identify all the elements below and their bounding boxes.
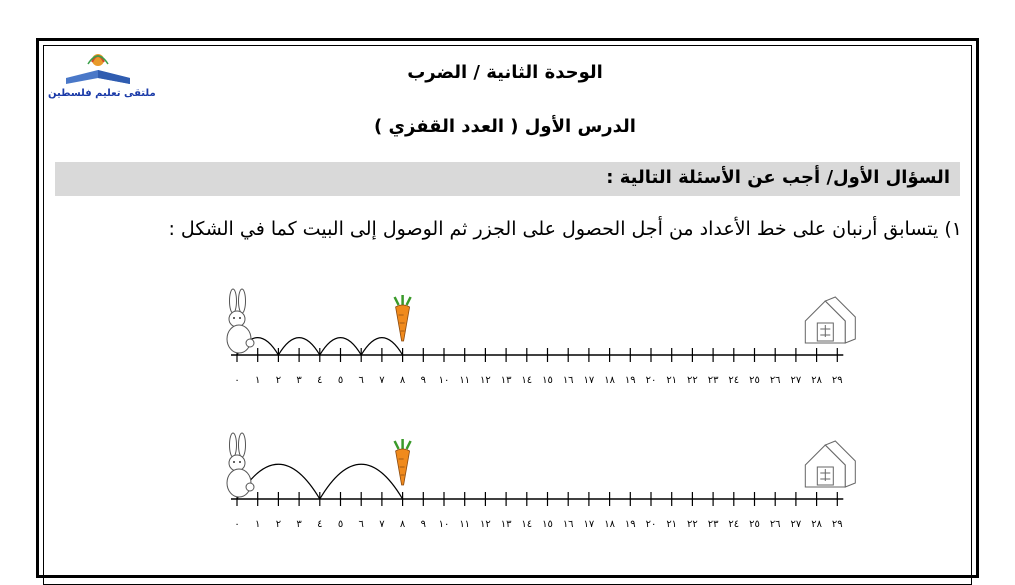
tick-label: ٢٦ (769, 375, 781, 386)
tick-label: ٢ (275, 519, 282, 530)
tick-label: ١٣ (500, 519, 512, 530)
tick-label: ١ (255, 375, 261, 386)
house-icon (805, 297, 855, 343)
tick-label: ٢٣ (707, 519, 719, 530)
tick-label: ٨ (399, 519, 406, 530)
tick-label: ١٨ (604, 519, 615, 530)
number-line-race-1 (0, 283, 1015, 393)
tick-label: ٣ (296, 375, 302, 386)
tick-label: ٧ (379, 519, 385, 530)
tick-label: ٢٠ (645, 375, 657, 386)
section-heading-bar (55, 162, 960, 196)
tick-label: ٦ (358, 519, 364, 530)
tick-label: ٨ (399, 375, 406, 386)
tick-label: ٧ (379, 375, 385, 386)
tick-label: ٢٠ (645, 519, 657, 530)
lesson-title: الدرس الأول ( العدد القفزي ) (374, 116, 636, 137)
tick-label: ٢٥ (749, 519, 760, 530)
tick-label: ٢١ (666, 375, 678, 386)
tick-label: ١٣ (500, 375, 512, 386)
tick-label: ٢ (275, 375, 282, 386)
tick-label: ٢٩ (831, 519, 843, 530)
tick-label: ٥ (337, 519, 344, 530)
tick-label: ١١ (459, 375, 471, 386)
unit-title: الوحدة الثانية / الضرب (407, 62, 603, 83)
tick-label: ١٠ (438, 519, 450, 530)
tick-label: ١٦ (562, 519, 574, 530)
tick-label: ٢٢ (687, 375, 698, 386)
tick-label: ١٧ (583, 519, 595, 530)
tick-label: ٢٩ (831, 375, 843, 386)
question-1-text: ١) يتسابق أرنبان على خط الأعداد من أجل الحصول على الجزر ثم الوصول إلى البيت كما في الشكل : (168, 218, 962, 240)
tick-label: ٢٨ (811, 375, 822, 386)
rabbit-icon (227, 289, 254, 353)
logo (48, 48, 156, 102)
rabbit-icon (227, 433, 254, 497)
tick-label: ٢٦ (769, 519, 781, 530)
tick-label: ١٠ (438, 375, 450, 386)
tick-label: ٢٤ (728, 519, 740, 530)
tick-label: ١ (255, 519, 261, 530)
tick-label: ٢٢ (687, 519, 698, 530)
tick-label: ٩ (420, 519, 426, 530)
tick-label: ٢٧ (790, 519, 802, 530)
tick-label: ١٤ (521, 519, 533, 530)
tick-label: ٥ (337, 375, 344, 386)
tick-label: ١٢ (480, 519, 491, 530)
tick-label: ١٥ (542, 375, 553, 386)
tick-label: ٦ (358, 375, 364, 386)
tick-label: ٤ (317, 519, 323, 530)
tick-label: ٤ (317, 375, 323, 386)
tick-label: ٠ (234, 519, 240, 530)
tick-label: ٠ (234, 375, 240, 386)
tick-label: ١٢ (480, 375, 491, 386)
tick-label: ١٤ (521, 375, 533, 386)
section-heading: السؤال الأول/ أجب عن الأسئلة التالية : (606, 167, 950, 188)
tick-label: ١٨ (604, 375, 615, 386)
tick-label: ١١ (459, 519, 471, 530)
tick-label: ٢٨ (811, 519, 822, 530)
logo-text: ملتقى تعليم فلسطين (48, 88, 156, 99)
tick-label: ٢١ (666, 519, 678, 530)
carrot-icon (395, 295, 411, 341)
tick-label: ١٧ (583, 375, 595, 386)
tick-label: ١٥ (542, 519, 553, 530)
tick-label: ٢٣ (707, 375, 719, 386)
tick-label: ٣ (296, 519, 302, 530)
tick-label: ١٦ (562, 375, 574, 386)
tick-label: ٢٤ (728, 375, 740, 386)
tick-label: ٢٥ (749, 375, 760, 386)
number-line-race-2 (0, 427, 1015, 537)
carrot-icon (395, 439, 411, 485)
tick-label: ٢٧ (790, 375, 802, 386)
tick-label: ١٩ (624, 519, 636, 530)
tick-label: ١٩ (624, 375, 636, 386)
house-icon (805, 441, 855, 487)
tick-label: ٩ (420, 375, 426, 386)
logo-icon (48, 48, 148, 92)
